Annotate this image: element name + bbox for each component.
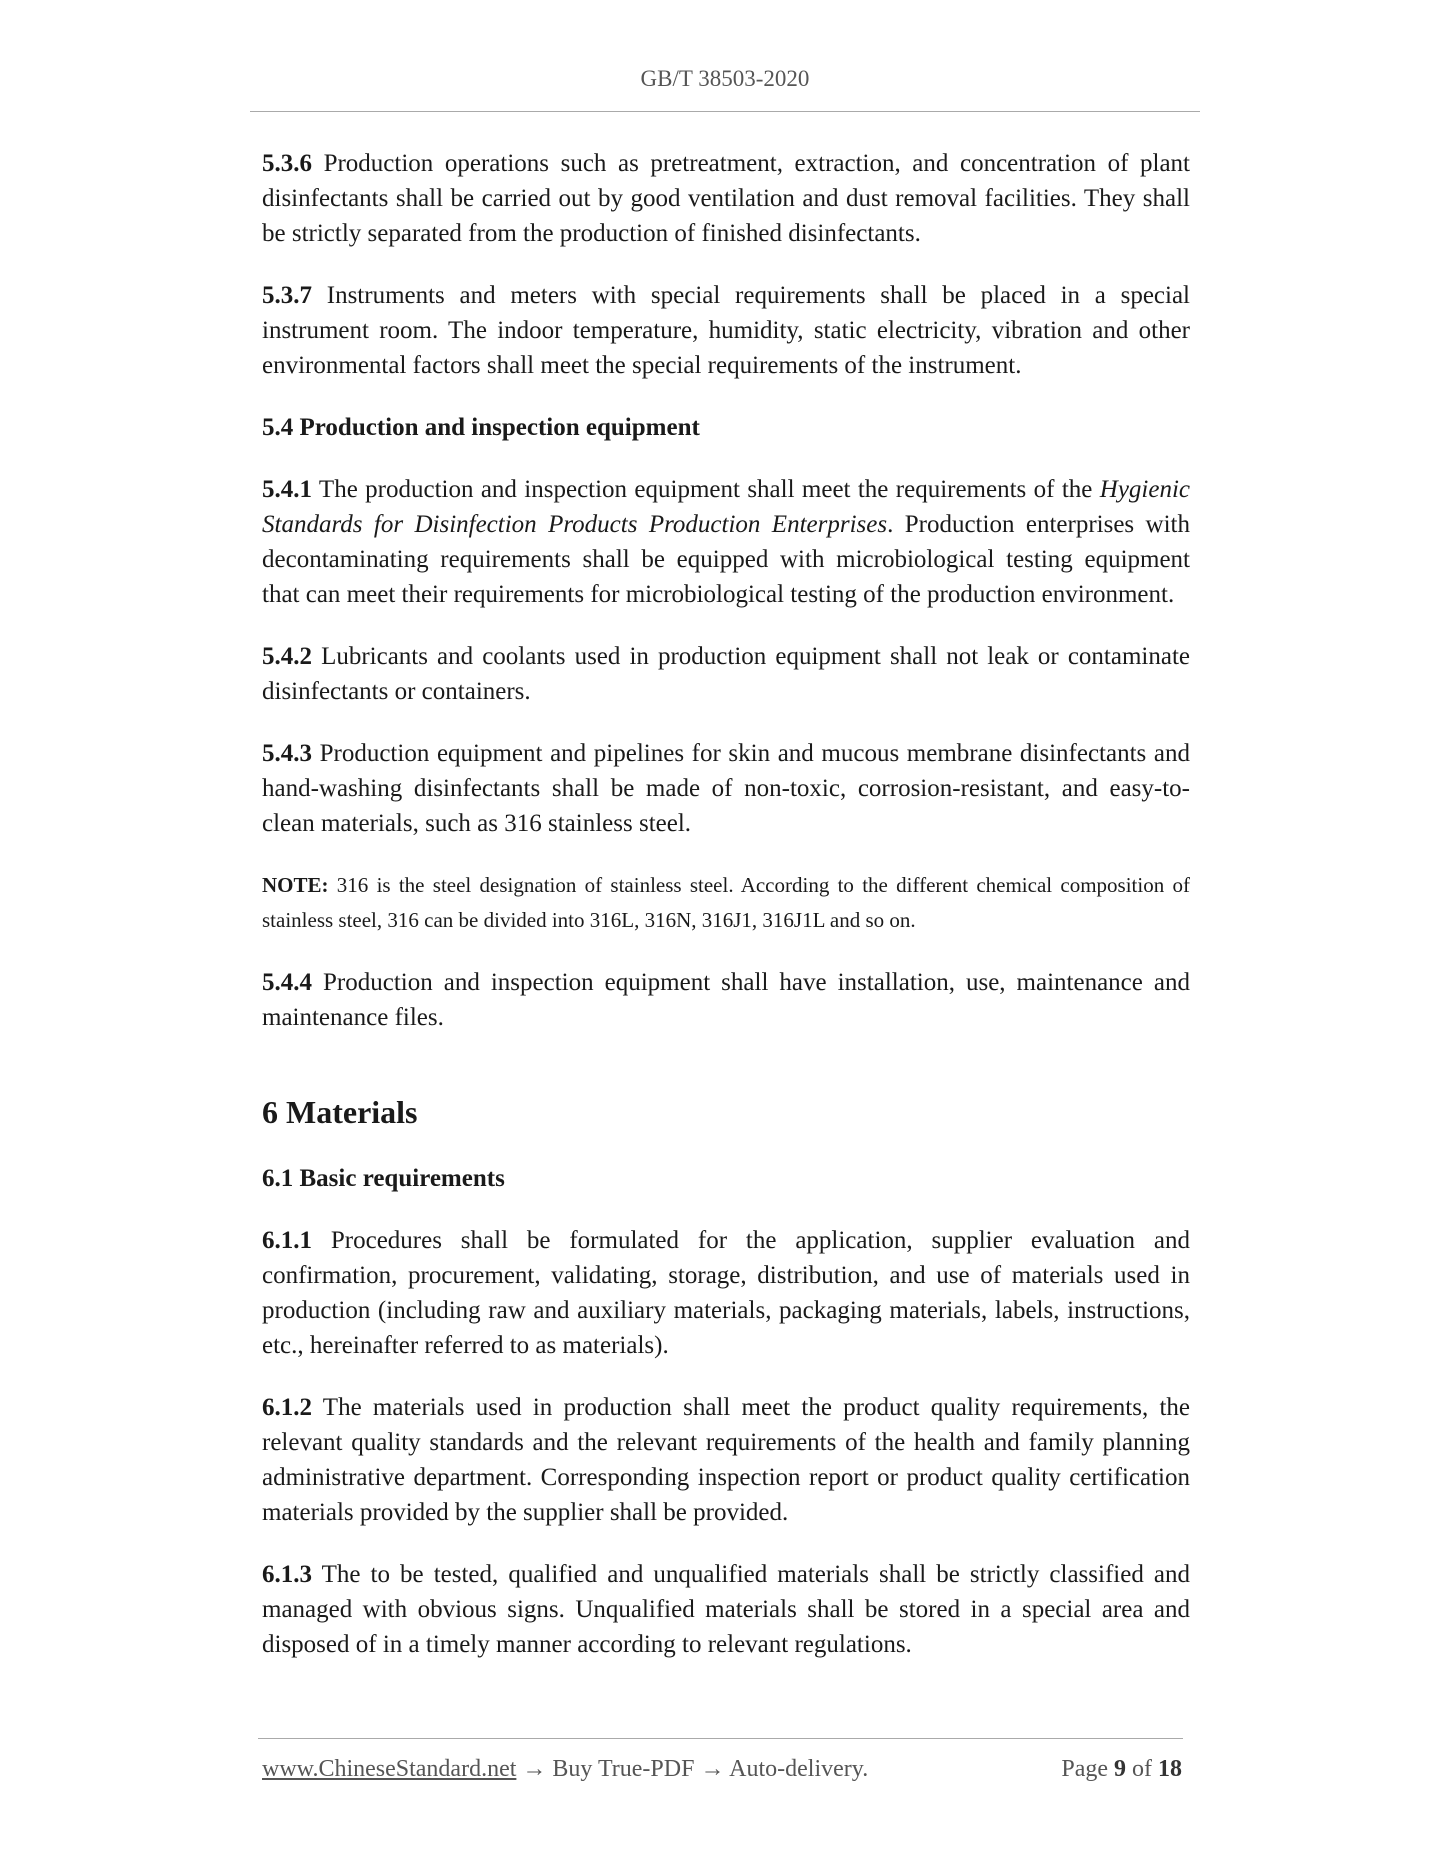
clause-text: Production and inspection equipment shall have installation, use, maintenance and maintenance files. [262,969,1190,1031]
standard-title-italic: Hygienic Standards for Disinfection Products Production Enterprises [262,476,1190,538]
site-link[interactable]: www.ChineseStandard.net [262,1756,517,1782]
clause-5-4-1 [262,472,1190,612]
clause-text: Instruments and meters with special requirements shall be placed in a special instrument room. The indoor temperature, humidity, static electricity, vibration and other environmental factors shall meet the special requirements of the instrument. [262,282,1190,379]
clause-number: 5.3.7 [262,282,312,309]
document-header: GB/T 38503-2020 [640,66,810,91]
clause-text: The to be tested, qualified and unqualified materials shall be strictly classified and managed with obvious signs. Unqualified materials shall be stored in a special area and disposed of in a timely manner according to relevant regulations. [262,1561,1190,1658]
clause-number: 6.1.2 [262,1394,312,1421]
clause-number: 5.4.1 [262,476,312,503]
note-316-steel [262,868,1190,938]
page-total: 18 [1158,1756,1182,1782]
document-body [262,146,1190,1689]
page-word: Page [1061,1756,1114,1782]
clause-6-1-3 [262,1557,1190,1662]
arrow-icon: → [516,1756,553,1782]
clause-number: 5.4.3 [262,740,312,767]
clause-text: The production and inspection equipment shall meet the requirements of the [312,476,1100,503]
page-number: 9 [1114,1756,1126,1782]
clause-6-1-2 [262,1390,1190,1530]
chapter-heading-6: 6 Materials [262,1094,418,1130]
of-word: of [1126,1756,1158,1782]
clause-5-4-3 [262,736,1190,841]
clause-number: 5.4.4 [262,969,312,996]
section-heading-6-1: 6.1 Basic requirements [262,1165,505,1192]
clause-6-1-1 [262,1223,1190,1363]
clause-number: 6.1.1 [262,1227,312,1254]
section-heading-5-4: 5.4 Production and inspection equipment [262,414,700,441]
arrow-icon: → [694,1756,730,1782]
page-indicator [1061,1756,1182,1783]
footer-divider [258,1738,1183,1739]
clause-text: Procedures shall be formulated for the application, supplier evaluation and confirmation, procurement, validating, storage, distribution, and use of materials used in production (including raw and auxiliary materials, packaging materials, labels, instructions, etc., hereinafter referred to as materials). [262,1227,1190,1359]
clause-5-3-7 [262,278,1190,383]
clause-5-4-4 [262,965,1190,1035]
note-text: 316 is the steel designation of stainless steel. According to the different chemical composition of stainless steel, 316 can be divided into 316L, 316N, 316J1, 316J1L and so on. [262,873,1190,932]
clause-5-3-6 [262,146,1190,251]
clause-number: 5.4.2 [262,643,312,670]
note-label: NOTE: [262,873,329,897]
clause-5-4-2 [262,639,1190,709]
clause-text: Production equipment and pipelines for skin and mucous membrane disinfectants and hand-washing disinfectants shall be made of non-toxic, corrosion-resistant, and easy-to-clean materials, such as 316 stainless steel. [262,740,1190,837]
clause-text: Production operations such as pretreatment, extraction, and concentration of plant disinfectants shall be carried out by good ventilation and dust removal facilities. They shall be strictly separated from the production of finished disinfectants. [262,150,1190,247]
clause-number: 6.1.3 [262,1561,312,1588]
page-footer [262,1756,1182,1783]
clause-text-cont: . Production enterprises with decontaminating requirements shall be equipped with microbiological testing equipment that can meet their requirements for microbiological testing of the production environment. [262,511,1191,608]
auto-delivery-text: Auto-delivery. [729,1756,869,1782]
clause-text: The materials used in production shall meet the product quality requirements, the relevant quality standards and the relevant requirements of the health and family planning administrative department. Corresponding inspection report or product quality certification materials provided by the supplier shall be provided. [262,1394,1190,1526]
header-divider [250,111,1200,112]
buy-pdf-text: Buy True-PDF [552,1756,695,1782]
clause-text: Lubricants and coolants used in production equipment shall not leak or contaminate disinfectants or containers. [262,643,1190,705]
clause-number: 5.3.6 [262,150,312,177]
